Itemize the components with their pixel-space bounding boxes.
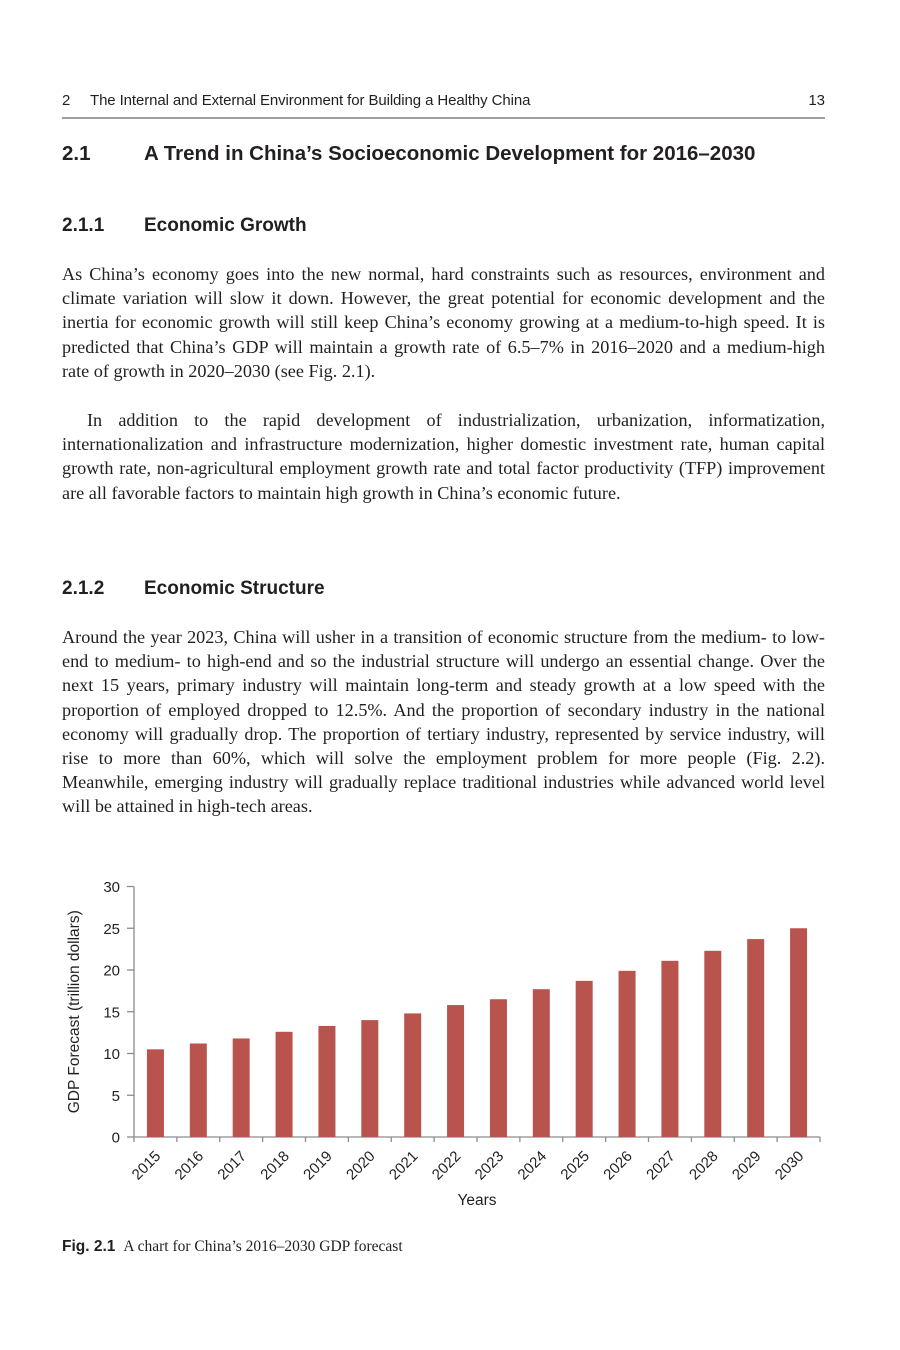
x-tick-label: 2021 xyxy=(385,1147,422,1184)
x-tick-label: 2022 xyxy=(428,1147,465,1184)
x-axis xyxy=(129,1137,820,1183)
header-rule xyxy=(62,117,825,119)
paragraph-economic-structure-1: Around the year 2023, China will usher in a transition of economic structure from the medium- to low-end to medium- to high-end and so the industrial structure will undergo an essential change. Over the next 15 years, primary industry will maintain long-term and steady growth at a low speed with the proportion of employed dropped to 12.5%. And the proportion of secondary industry in the national economy will gradually drop. The proportion of tertiary industry, represented by service industry, will rise to more than 60%, which will solve the employment problem for more people (Fig. 2.2). Meanwhile, emerging industry will gradually replace traditional industries while advanced world level will be attained in high-tech areas. xyxy=(62,627,825,817)
bar-2030 xyxy=(790,928,807,1137)
x-tick-label: 2024 xyxy=(514,1147,551,1184)
paragraph-economic-growth-2: In addition to the rapid development of industrialization, urbanization, informatization, internationalization and infrastructure modernization, higher domestic investment rate, human capital growth rate, non-agricultural employment growth rate and total factor productivity (TFP) improvement are all favorable factors to maintain high growth in China’s economic future. xyxy=(62,410,825,503)
y-tick-label: 0 xyxy=(111,1129,120,1147)
figure-caption-text: A chart for China’s 2016–2030 GDP forecast xyxy=(123,1238,403,1255)
y-tick-label: 5 xyxy=(111,1087,120,1105)
subsection-title: Economic Growth xyxy=(144,215,307,236)
bar-series xyxy=(147,928,807,1137)
bar-2020 xyxy=(361,1020,378,1137)
y-tick-label: 30 xyxy=(103,879,120,896)
bar-2019 xyxy=(318,1026,335,1137)
bar-2017 xyxy=(233,1038,250,1137)
running-head xyxy=(62,90,825,114)
x-tick-label: 2029 xyxy=(728,1147,765,1184)
paragraph-economic-growth-1: As China’s economy goes into the new normal, hard constraints such as resources, environment and climate variation will slow it down. However, the great potential for economic development and the inertia for economic growth will still keep China’s economy growing at a medium-to-high speed. It is predicted that China’s GDP will maintain a growth rate of 6.5–7% in 2016–2020 and a medium-high rate of growth in 2020–2030 (see Fig. 2.1). xyxy=(62,264,825,381)
y-axis-title: GDP Forecast (trillion dollars) xyxy=(66,910,83,1114)
bar-2015 xyxy=(147,1049,164,1137)
section-title: A Trend in China’s Socioeconomic Development for 2016–2030 xyxy=(144,142,756,165)
y-tick-label: 15 xyxy=(103,1004,120,1022)
x-tick-label: 2027 xyxy=(643,1147,679,1184)
bar-2021 xyxy=(404,1013,421,1137)
subsection-number: 2.1.1 xyxy=(62,215,105,236)
x-tick-label: 2025 xyxy=(557,1147,594,1184)
x-tick-label: 2017 xyxy=(214,1147,251,1184)
bar-2016 xyxy=(190,1043,207,1137)
bar-2026 xyxy=(619,971,636,1137)
running-head-chapter-title: The Internal and External Environment for Building a Healthy China xyxy=(90,92,531,109)
x-tick-label: 2023 xyxy=(471,1147,508,1184)
gdp-forecast-chart xyxy=(0,860,900,1230)
y-axis xyxy=(103,879,134,1147)
x-tick-label: 2030 xyxy=(771,1147,808,1184)
x-tick-label: 2018 xyxy=(257,1147,293,1184)
bar-2029 xyxy=(747,939,764,1137)
x-tick-label: 2028 xyxy=(686,1147,722,1184)
x-tick-label: 2015 xyxy=(128,1147,165,1184)
running-head-chapter-number: 2 xyxy=(62,92,71,109)
bar-chart xyxy=(0,860,900,1230)
y-tick-label: 25 xyxy=(103,920,120,938)
y-tick-label: 20 xyxy=(103,962,120,980)
y-tick-label: 10 xyxy=(103,1046,120,1063)
bar-2025 xyxy=(576,981,593,1137)
x-tick-label: 2020 xyxy=(343,1147,379,1184)
subsection-title: Economic Structure xyxy=(144,578,325,599)
x-tick-label: 2026 xyxy=(600,1147,636,1184)
bar-2027 xyxy=(661,961,678,1137)
x-tick-label: 2016 xyxy=(171,1147,208,1184)
subsection-number: 2.1.2 xyxy=(62,578,105,599)
figure-caption xyxy=(62,1238,403,1256)
section-number: 2.1 xyxy=(62,142,91,165)
bar-2018 xyxy=(276,1032,293,1137)
bar-2028 xyxy=(704,951,721,1137)
figure-label: Fig. 2.1 xyxy=(62,1238,116,1255)
page-number: 13 xyxy=(808,92,825,109)
bar-2022 xyxy=(447,1005,464,1137)
x-tick-label: 2019 xyxy=(300,1147,336,1184)
bar-2024 xyxy=(533,989,550,1137)
bar-2023 xyxy=(490,999,507,1137)
x-axis-title: Years xyxy=(457,1192,497,1209)
